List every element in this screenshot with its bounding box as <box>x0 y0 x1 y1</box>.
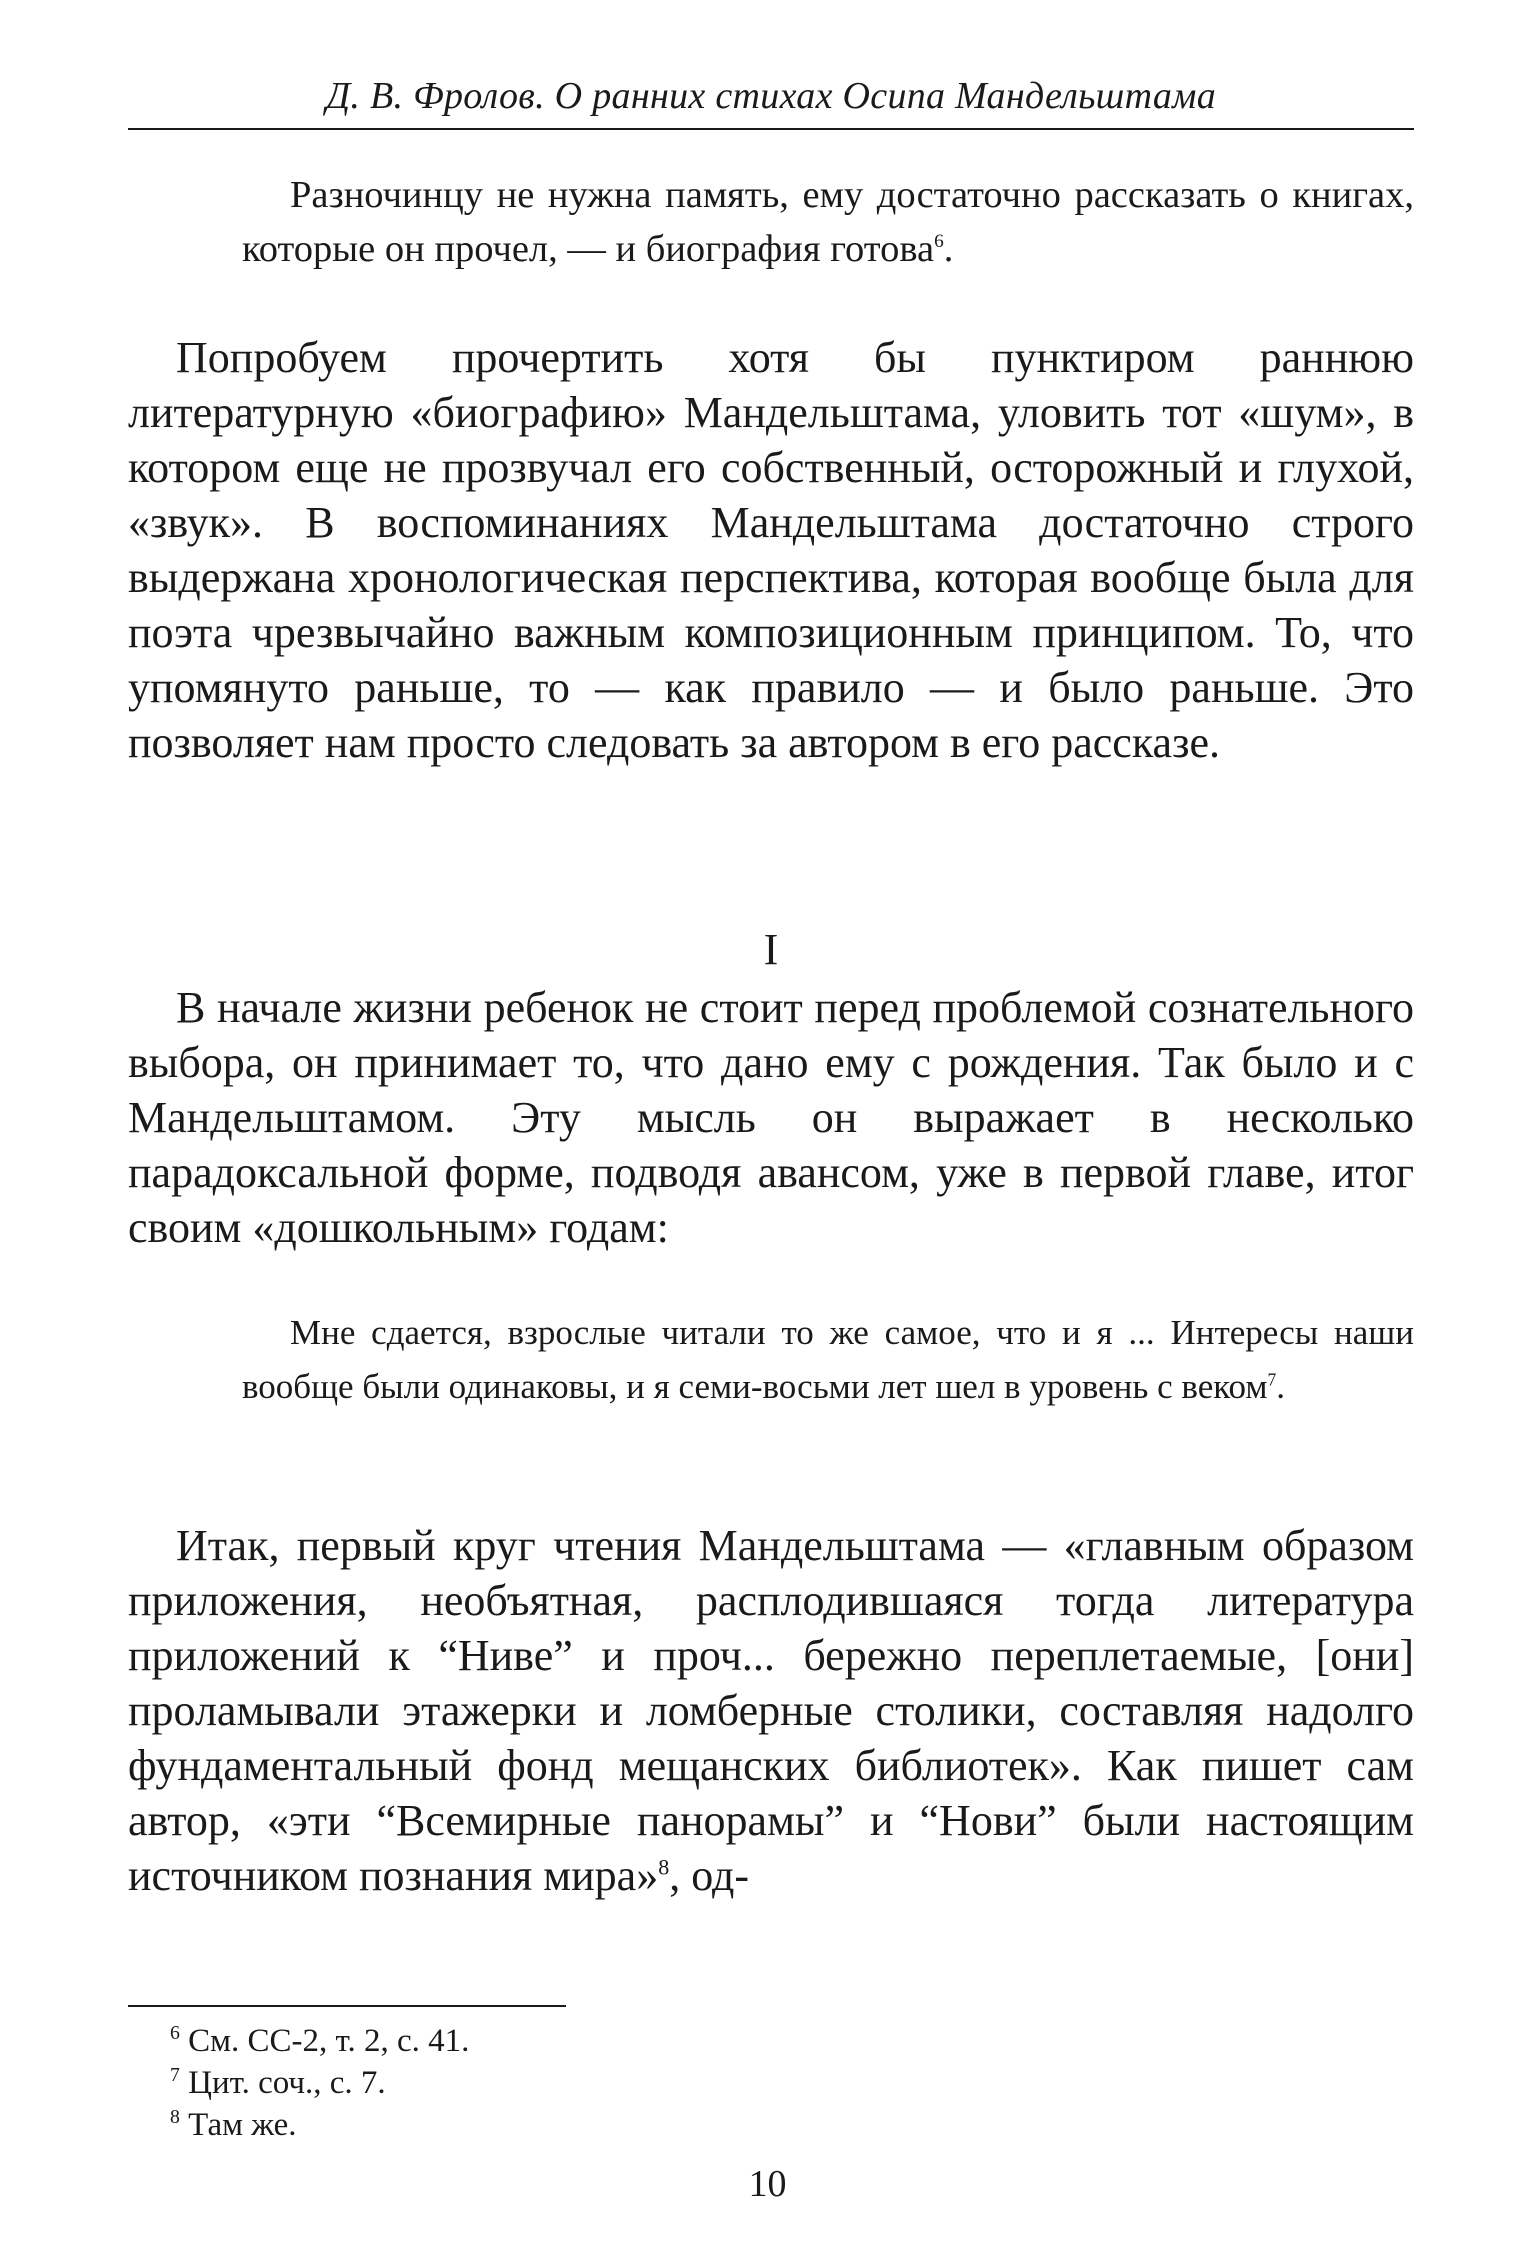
footnote-7 <box>170 2062 970 2104</box>
footnote-rule <box>128 2005 566 2007</box>
footnote-text: Там же. <box>188 2107 297 2143</box>
paragraph-intro <box>128 330 1414 770</box>
paragraph-text: Попробуем прочертить хотя бы пунктиром раннюю литературную «биографию» Мандельштама, уловить тот «шум», в котором еще не прозвучал его собственный, осторожный и глухой, «звук». В воспоминаниях Мандельштама достаточно строго выдержана хронологическая перспектива, которая вообще была для поэта чрезвычайно важным композиционным принципом. То, что упомянуто раньше, то — как правило — и было раньше. Это позволяет нам просто следовать за автором в его рассказе. <box>128 333 1414 767</box>
section-heading: I <box>763 925 779 974</box>
quote-text: Разночинцу не нужна память, ему достаточно рассказать о книгах, которые он прочел, — и биография готова <box>242 174 1414 270</box>
footnote-text: См. СС-2, т. 2, с. 41. <box>188 2023 470 2059</box>
footnote-text: Цит. соч., с. 7. <box>188 2065 386 2101</box>
footnote-6 <box>170 2020 970 2062</box>
quote-end: . <box>1276 1367 1285 1406</box>
footnote-number: 6 <box>170 2022 180 2044</box>
footnote-8 <box>170 2104 970 2146</box>
paragraph-reading <box>128 1518 1414 1903</box>
paragraph-text: В начале жизни ребенок не стоит перед проблемой сознательного выбора, он принимает то, что дано ему с рождения. Так было и с Мандельштамом. Эту мысль он выражает в несколько парадоксальной форме, подводя авансом, уже в первой главе, итог своим «дошкольным» годам: <box>128 983 1414 1252</box>
block-quote <box>242 1306 1414 1414</box>
footnote-ref[interactable]: 8 <box>658 1854 670 1880</box>
paragraph-text: Итак, первый круг чтения Мандельштама — «главным образом приложения, необъятная, расплодившаяся тогда литература приложений к “Ниве” и проч... бережно переплетаемые, [они] проламывали этажерки и ломберные столики, составляя надолго фундаментальный фонд мещанских библиотек». Как пишет сам автор, «эти “Всемирные панорамы” и “Нови” были настоящим источником познания мира» <box>128 1521 1414 1900</box>
page-number: 10 <box>748 2163 787 2205</box>
quote-text: Мне сдается, взрослые читали то же самое, что и я ... Интересы наши вообще были одинаковы, и я семи-восьми лет шел в уровень с веком <box>242 1313 1414 1406</box>
quote-end: . <box>943 228 954 270</box>
footnotes <box>170 2020 970 2146</box>
paragraph-childhood <box>128 980 1414 1255</box>
running-head: Д. В. Фролов. О ранних стихах Осипа Мандельштама <box>325 75 1217 117</box>
header-rule <box>128 128 1414 130</box>
footnote-number: 8 <box>170 2106 180 2128</box>
epigraph-quote <box>242 168 1414 276</box>
footnote-ref[interactable]: 6 <box>934 231 944 253</box>
paragraph-end: , од- <box>669 1851 749 1900</box>
footnote-ref[interactable]: 7 <box>1267 1369 1277 1390</box>
footnote-number: 7 <box>170 2064 180 2086</box>
